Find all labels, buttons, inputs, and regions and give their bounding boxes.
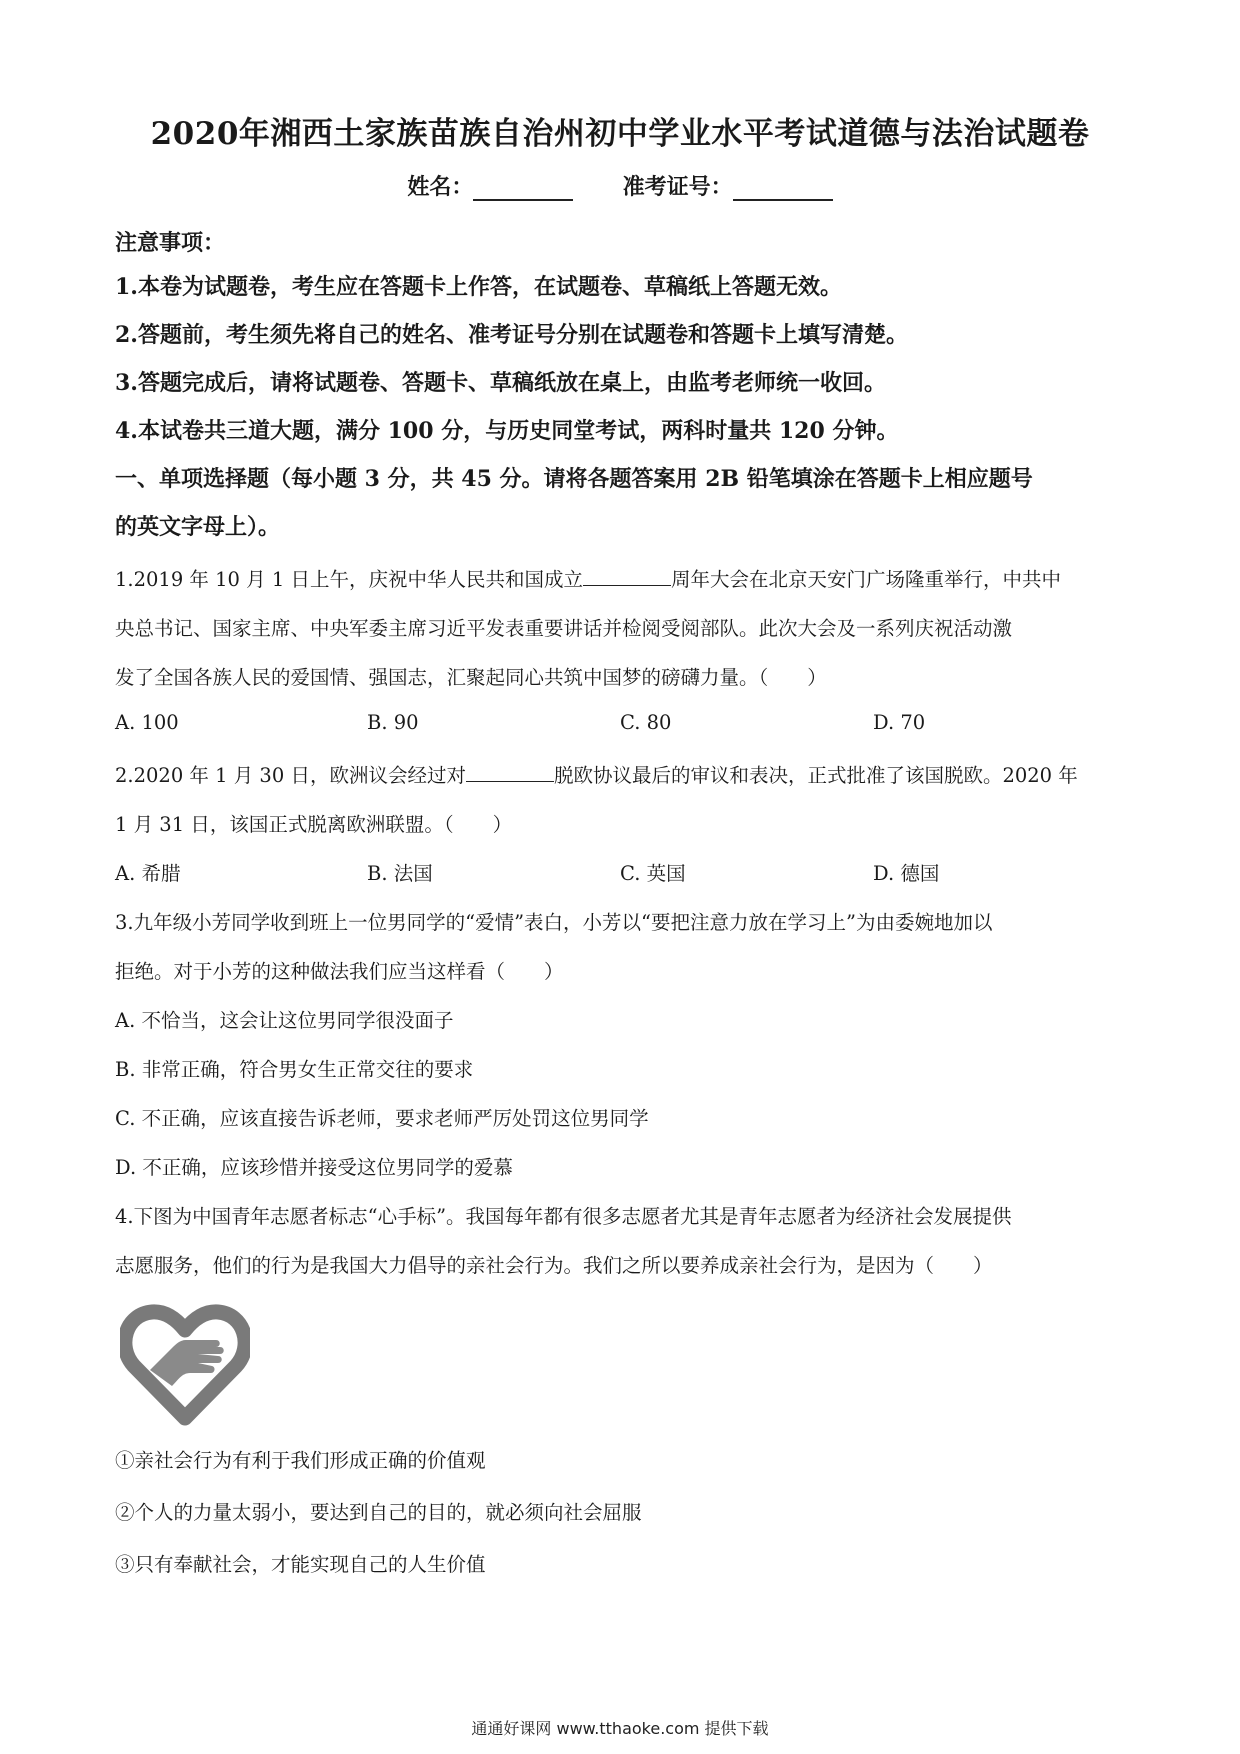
option-b: B. 90: [367, 711, 419, 734]
page-title: 2020年湘西土家族苗族自治州初中学业水平考试道德与法治试题卷: [150, 116, 1090, 152]
question-1-line: 央总书记、国家主席、中央军委主席习近平发表重要讲话并检阅受阅部队。此次大会及一系列庆祝活动激: [115, 617, 1013, 640]
option-d: D. 德国: [873, 862, 940, 885]
option-c: C. 不正确，应该直接告诉老师，要求老师严厉处罚这位男同学: [115, 1107, 649, 1130]
question-3-line: 拒绝。对于小芳的这种做法我们应当这样看（ ）: [115, 960, 564, 983]
footer-text: 通通好课网 www.tthaoke.com 提供下载: [471, 1719, 769, 1738]
option-c: C. 英国: [620, 862, 686, 885]
answer-blank: [583, 569, 671, 586]
answer-blank: [466, 765, 554, 782]
option-b: B. 法国: [367, 862, 433, 885]
question-4-line: 志愿服务，他们的行为是我国大力倡导的亲社会行为。我们之所以要养成亲社会行为，是因为（ ）: [115, 1254, 993, 1277]
notice-item: 2.答题前，考生须先将自己的姓名、准考证号分别在试题卷和答题卡上填写清楚。: [115, 322, 908, 348]
question-3-line: 3.九年级小芳同学收到班上一位男同学的“爱情”表白，小芳以“要把注意力放在学习上”为由委婉地加以: [115, 911, 993, 934]
option-d: D. 不正确，应该珍惜并接受这位男同学的爱慕: [115, 1156, 513, 1179]
option-a: A. 希腊: [115, 862, 181, 885]
statement-2: ②个人的力量太弱小，要达到自己的目的，就必须向社会屈服: [115, 1501, 642, 1524]
question-2-text: 脱欧协议最后的审议和表决，正式批准了该国脱欧。2020 年: [553, 764, 1078, 787]
option-a: A. 不恰当，这会让这位男同学很没面子: [115, 1009, 454, 1032]
question-2-line: [115, 760, 1078, 788]
option-a: A. 100: [115, 711, 179, 734]
question-4-line: 4.下图为中国青年志愿者标志“心手标”。我国每年都有很多志愿者尤其是青年志愿者为经济社会发展提供: [115, 1205, 1012, 1228]
question-2-line: 1 月 31 日，该国正式脱离欧洲联盟。（ ）: [115, 813, 513, 836]
name-blank: [473, 179, 573, 201]
notice-heading: 注意事项：: [115, 230, 226, 256]
section-heading-cont: 的英文字母上）。: [115, 514, 281, 540]
name-label: 姓名：: [407, 174, 474, 200]
notice-item: 1.本卷为试题卷，考生应在答题卡上作答，在试题卷、草稿纸上答题无效。: [115, 274, 842, 300]
question-1-text: 1.2019 年 10 月 1 日上午，庆祝中华人民共和国成立: [115, 568, 583, 591]
candidate-info-row: [0, 170, 1240, 201]
id-blank: [733, 179, 833, 201]
section-heading: 一、单项选择题（每小题 3 分，共 45 分。请将各题答案用 2B 铅笔填涂在答题卡上相应题号: [115, 466, 1033, 492]
option-b: B. 非常正确，符合男女生正常交往的要求: [115, 1058, 474, 1081]
question-2-text: 2.2020 年 1 月 30 日，欧洲议会经过对: [115, 764, 466, 787]
heart-hand-icon: [120, 1300, 250, 1430]
question-1-line: [115, 564, 1061, 592]
option-d: D. 70: [873, 711, 926, 734]
option-c: C. 80: [620, 711, 672, 734]
notice-item: 3.答题完成后，请将试题卷、答题卡、草稿纸放在桌上，由监考老师统一收回。: [115, 370, 886, 396]
question-1-text: 周年大会在北京天安门广场隆重举行，中共中: [670, 568, 1061, 591]
statement-3: ③只有奉献社会，才能实现自己的人生价值: [115, 1553, 486, 1576]
notice-item: 4.本试卷共三道大题，满分 100 分，与历史同堂考试，两科时量共 120 分钟。: [115, 418, 899, 444]
statement-1: ①亲社会行为有利于我们形成正确的价值观: [115, 1449, 486, 1472]
id-label: 准考证号：: [622, 174, 733, 200]
question-1-line: 发了全国各族人民的爱国情、强国志，汇聚起同心共筑中国梦的磅礴力量。（ ）: [115, 666, 827, 689]
